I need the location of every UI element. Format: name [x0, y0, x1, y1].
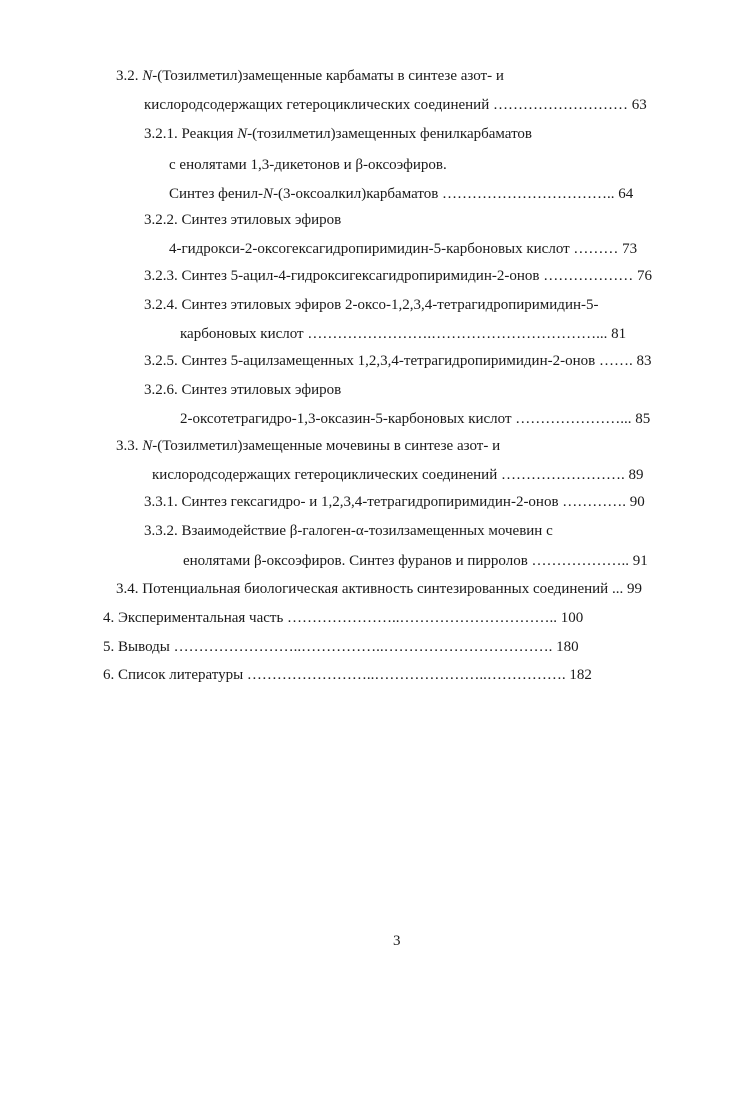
toc-section-6 — [103, 666, 592, 684]
italic-text: N — [237, 126, 248, 142]
toc-entry-3-2-5 — [144, 352, 651, 370]
text-segment: 4. Экспериментальная часть …………………..………………………….. 100 — [103, 610, 584, 626]
text-segment: -(Тозилметил)замещенные мочевины в синтезе азот- и — [152, 438, 501, 454]
text-segment: енолятами β-оксоэфиров. Синтез фуранов и пирролов ……………….. 91 — [183, 553, 648, 569]
text-segment: -(Тозилметил)замещенные карбаматы в синтезе азот- и — [152, 68, 504, 84]
text-segment: 3.3.1. Синтез гексагидро- и 1,2,3,4-тетрагидропиримидин-2-онов …………. 90 — [144, 494, 645, 510]
toc-entry-3-2-6 — [144, 381, 341, 399]
text-segment: кислородсодержащих гетероциклических соединений ……………………. 89 — [152, 467, 644, 483]
toc-entry-3-2-6-cont — [180, 410, 650, 428]
toc-entry-3-2-3 — [144, 267, 652, 285]
toc-entry-3-2-2-cont — [169, 240, 637, 258]
toc-entry-3-2-2 — [144, 211, 341, 229]
text-segment: 6. Список литературы ……………………..…………………..……………. 182 — [103, 667, 592, 683]
toc-entry-3-2-1-cont2 — [169, 185, 633, 203]
toc-section-5 — [103, 638, 579, 656]
toc-section-4 — [103, 609, 583, 627]
toc-heading-3-3 — [116, 437, 500, 455]
toc-entry-3-2-1 — [144, 125, 532, 143]
text-segment: 2-оксотетрагидро-1,3-оксазин-5-карбоновых кислот …………………... 85 — [180, 411, 651, 427]
text-segment: 3.2.6. Синтез этиловых эфиров — [144, 382, 342, 398]
toc-heading-3-4 — [116, 580, 642, 598]
text-segment: 3.2. — [116, 68, 143, 84]
toc-entry-3-3-2-cont — [183, 552, 648, 570]
toc-entry-3-3-1 — [144, 493, 645, 511]
text-segment: с енолятами 1,3-дикетонов и β-оксоэфиров. — [169, 157, 447, 173]
text-segment: 3.2.1. Реакция — [144, 126, 238, 142]
text-segment: 3.4. Потенциальная биологическая активность синтезированных соединений ... 99 — [116, 581, 642, 597]
text-segment: 3.2.2. Синтез этиловых эфиров — [144, 212, 342, 228]
text-segment: кислородсодержащих гетероциклических соединений ……………………… 63 — [144, 97, 647, 113]
italic-text: N — [142, 68, 153, 84]
toc-heading-3-3-cont — [152, 466, 643, 484]
text-segment: 3.3. — [116, 438, 143, 454]
toc-entry-3-2-1-cont — [169, 156, 447, 174]
toc-heading-3-2-cont — [144, 96, 647, 114]
toc-entry-3-2-4-cont — [180, 325, 626, 343]
text-segment: 3.2.5. Синтез 5-ацилзамещенных 1,2,3,4-тетрагидропиримидин-2-онов ……. 83 — [144, 353, 652, 369]
page-number: 3 — [393, 933, 401, 949]
text-segment: Синтез фенил- — [169, 186, 264, 202]
text-segment: карбоновых кислот …………………….……………………………... 81 — [180, 326, 627, 342]
italic-text: N — [142, 438, 153, 454]
text-segment: 5. Выводы ……………………..……………..……………………………. 180 — [103, 639, 579, 655]
italic-text: N — [263, 186, 274, 202]
text-segment: -(3-оксоалкил)карбаматов …………………………….. 64 — [273, 186, 634, 202]
text-segment: 4-гидрокси-2-оксогексагидропиримидин-5-карбоновых кислот ……… 73 — [169, 241, 638, 257]
toc-heading-3-2 — [116, 67, 504, 85]
text-segment: 3.3.2. Взаимодействие β-галоген-α-тозилзамещенных мочевин с — [144, 523, 553, 539]
text-segment: 3.2.3. Синтез 5-ацил-4-гидроксигексагидропиримидин-2-онов ……………… 76 — [144, 268, 652, 284]
text-segment: -(тозилметил)замещенных фенилкарбаматов — [247, 126, 533, 142]
toc-entry-3-2-4 — [144, 296, 598, 314]
toc-entry-3-3-2 — [144, 522, 553, 540]
text-segment: 3.2.4. Синтез этиловых эфиров 2-оксо-1,2,3,4-тетрагидропиримидин-5- — [144, 297, 599, 313]
